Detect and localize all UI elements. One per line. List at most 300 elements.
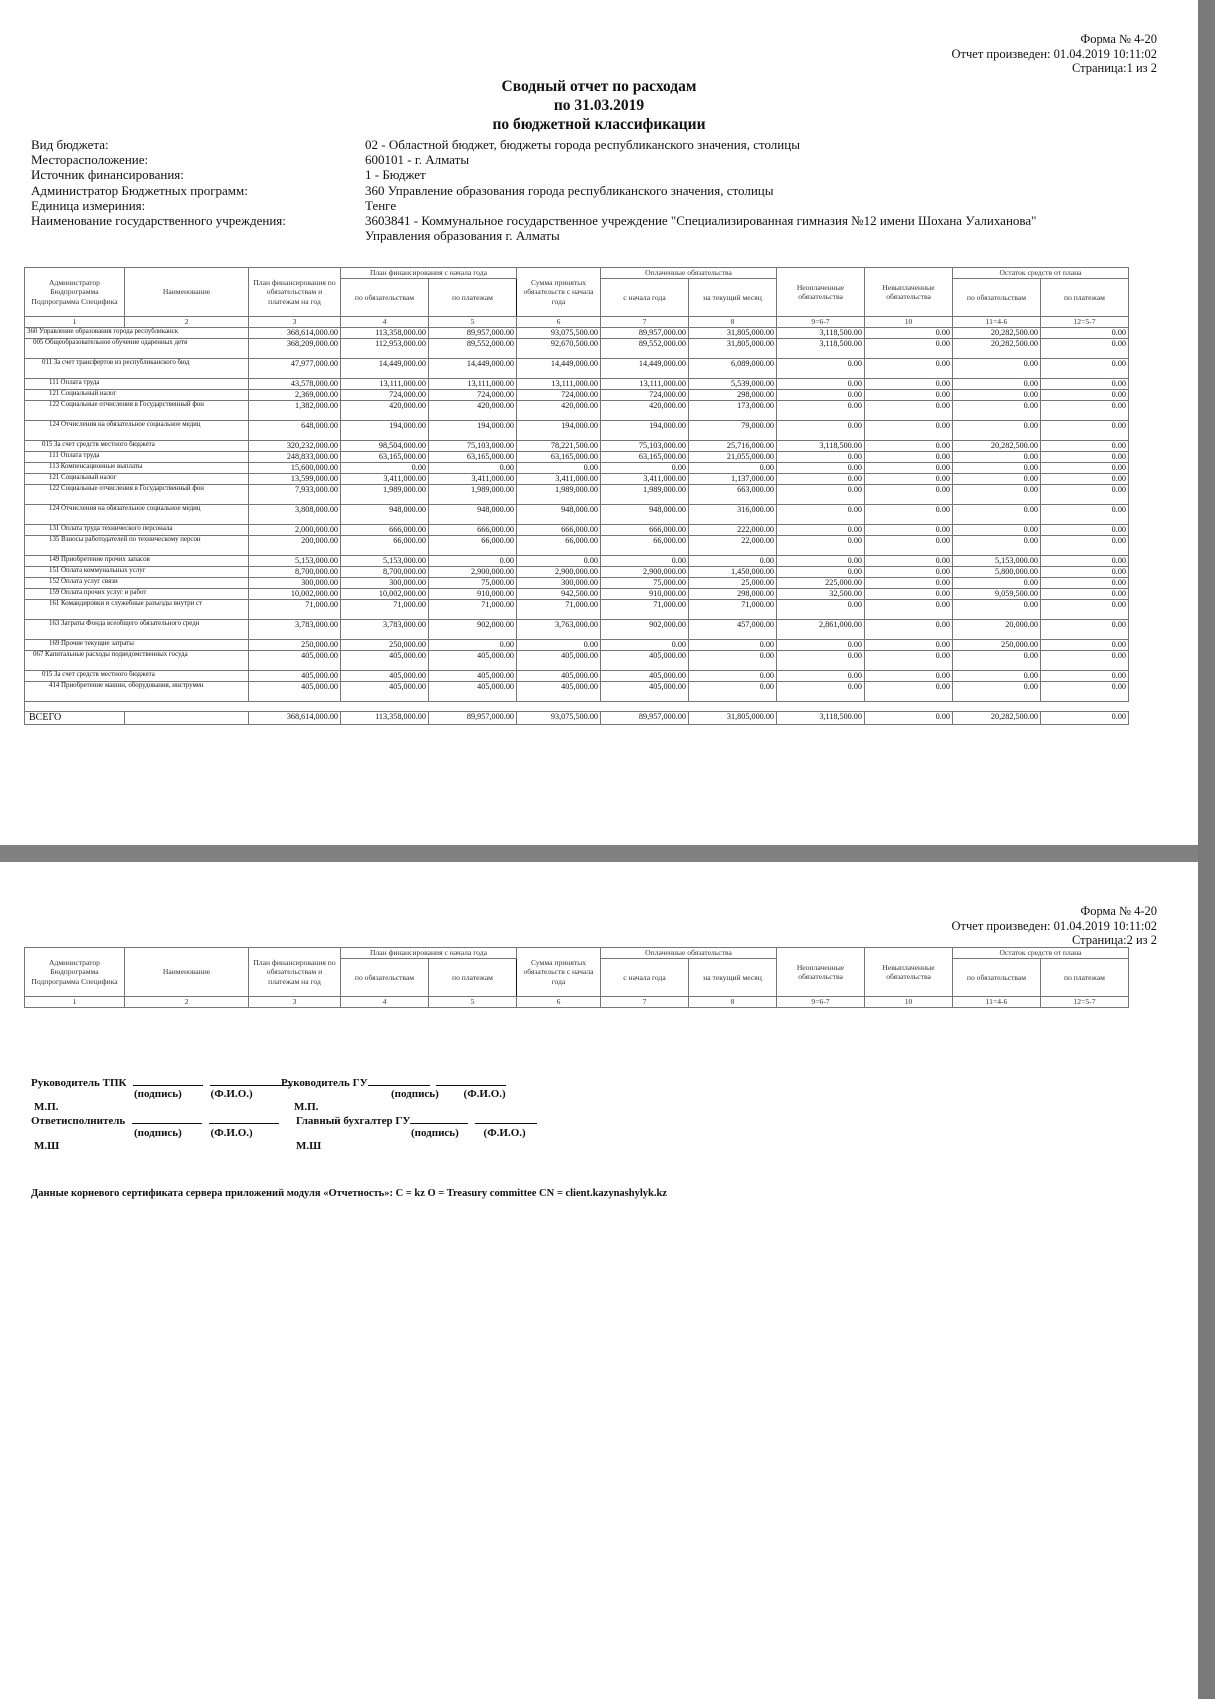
cell-col7: 0.00 bbox=[601, 639, 689, 650]
header-col5: по платежам bbox=[429, 278, 517, 317]
header-col-number: 3 bbox=[249, 317, 341, 328]
row-name: 122 Социальные отчисления в Государственный фон bbox=[25, 400, 249, 420]
table-row bbox=[25, 650, 1129, 670]
table-row bbox=[25, 327, 1129, 338]
cell-col4: 3,783,000.00 bbox=[341, 619, 429, 639]
cell-col3: 1,382,000.00 bbox=[249, 400, 341, 420]
cell-col8: 0.00 bbox=[689, 555, 777, 566]
header-col5: по платежам bbox=[429, 958, 517, 997]
page-header-info-2 bbox=[952, 904, 1158, 948]
cell-col6: 300,000.00 bbox=[517, 577, 601, 588]
cell-col12: 0.00 bbox=[1041, 535, 1129, 555]
row-name: 151 Оплата коммунальных услуг bbox=[25, 566, 249, 577]
cell-col10: 0.00 bbox=[865, 440, 953, 451]
header-group-rest: Остаток средств от плана bbox=[953, 268, 1129, 279]
cell-col4: 250,000.00 bbox=[341, 639, 429, 650]
cell-col5: 724,000.00 bbox=[429, 389, 517, 400]
cell-col11: 0.00 bbox=[953, 577, 1041, 588]
header-col-number: 6 bbox=[517, 317, 601, 328]
cell-col8: 316,000.00 bbox=[689, 504, 777, 524]
cell-col3: 405,000.00 bbox=[249, 650, 341, 670]
cell-col12: 0.00 bbox=[1041, 473, 1129, 484]
cell-col6: 0.00 bbox=[517, 639, 601, 650]
cell-col4: 66,000.00 bbox=[341, 535, 429, 555]
cell-col6: 0.00 bbox=[517, 555, 601, 566]
report-page-1 bbox=[0, 0, 1198, 845]
cell-col5: 194,000.00 bbox=[429, 420, 517, 440]
cell-col9: 0.00 bbox=[777, 389, 865, 400]
cell-col5: 63,165,000.00 bbox=[429, 451, 517, 462]
cell-col8: 79,000.00 bbox=[689, 420, 777, 440]
table-row bbox=[25, 566, 1129, 577]
cell-col4: 112,953,000.00 bbox=[341, 338, 429, 358]
cell-col4: 194,000.00 bbox=[341, 420, 429, 440]
cell-col11: 20,282,500.00 bbox=[953, 338, 1041, 358]
cell-col6: 71,000.00 bbox=[517, 599, 601, 619]
cell-col4: 10,002,000.00 bbox=[341, 588, 429, 599]
cell-col5: 89,957,000.00 bbox=[429, 327, 517, 338]
cell-col10: 0.00 bbox=[865, 358, 953, 378]
cell-col6: 14,449,000.00 bbox=[517, 358, 601, 378]
header-col2: Наименование bbox=[125, 268, 249, 317]
header-col-number: 5 bbox=[429, 317, 517, 328]
cell-col7: 910,000.00 bbox=[601, 588, 689, 599]
cell-col10: 0.00 bbox=[865, 524, 953, 535]
cell-col4: 14,449,000.00 bbox=[341, 358, 429, 378]
cell-col9: 0.00 bbox=[777, 681, 865, 701]
cell-col9: 0.00 bbox=[777, 504, 865, 524]
row-name: 113 Компенсационные выплаты bbox=[25, 462, 249, 473]
header-col9: Неоплаченные обязательства bbox=[777, 948, 865, 997]
table-row bbox=[25, 389, 1129, 400]
header-col-number: 8 bbox=[689, 997, 777, 1008]
cell-col8: 1,450,000.00 bbox=[689, 566, 777, 577]
cell-col8: 25,716,000.00 bbox=[689, 440, 777, 451]
fio-hint: (Ф.И.О.) bbox=[210, 1088, 253, 1100]
cell-col5: 71,000.00 bbox=[429, 599, 517, 619]
table-row bbox=[25, 338, 1129, 358]
meta-label: Источник финансирования: bbox=[31, 167, 184, 183]
cell-col12: 0.00 bbox=[1041, 358, 1129, 378]
meta-value: Управления образования г. Алматы bbox=[365, 228, 560, 244]
cell-col11: 250,000.00 bbox=[953, 639, 1041, 650]
cell-col8: 0.00 bbox=[689, 681, 777, 701]
cell-col9: 0.00 bbox=[777, 639, 865, 650]
cell-col9: 0.00 bbox=[777, 400, 865, 420]
cell-col3: 43,578,000.00 bbox=[249, 378, 341, 389]
title-line-3: по бюджетной классификации bbox=[492, 116, 706, 133]
page-header-info bbox=[952, 32, 1158, 76]
header-col-number: 5 bbox=[429, 997, 517, 1008]
spacer-row bbox=[25, 701, 1129, 711]
table-row bbox=[25, 577, 1129, 588]
cell-col4: 5,153,000.00 bbox=[341, 555, 429, 566]
cell-col4: 666,000.00 bbox=[341, 524, 429, 535]
head-tpk-label: Руководитель ТПК bbox=[31, 1077, 127, 1089]
cell-col7: 71,000.00 bbox=[601, 599, 689, 619]
fio-hint: (Ф.И.О.) bbox=[210, 1127, 253, 1139]
cell-col10: 0.00 bbox=[865, 566, 953, 577]
header-group-paid: Оплаченные обязательства bbox=[601, 948, 777, 959]
cell-col7: 724,000.00 bbox=[601, 389, 689, 400]
total-col5: 89,957,000.00 bbox=[429, 711, 517, 724]
cell-col3: 47,977,000.00 bbox=[249, 358, 341, 378]
header-col3: План финансирования по обязательствам и платежам на год bbox=[249, 268, 341, 317]
cell-col8: 663,000.00 bbox=[689, 484, 777, 504]
cell-col4: 724,000.00 bbox=[341, 389, 429, 400]
cell-col9: 0.00 bbox=[777, 484, 865, 504]
header-col9: Неоплаченные обязательства bbox=[777, 268, 865, 317]
cell-col7: 0.00 bbox=[601, 462, 689, 473]
header-col-number: 1 bbox=[25, 997, 125, 1008]
cell-col11: 5,800,000.00 bbox=[953, 566, 1041, 577]
header-col-number: 1 bbox=[25, 317, 125, 328]
cell-col3: 8,700,000.00 bbox=[249, 566, 341, 577]
cell-col7: 2,900,000.00 bbox=[601, 566, 689, 577]
cell-col11: 0.00 bbox=[953, 484, 1041, 504]
header-group-plan: План финансирования с начала года bbox=[341, 948, 517, 959]
cell-col10: 0.00 bbox=[865, 588, 953, 599]
cell-col9: 0.00 bbox=[777, 358, 865, 378]
header-col-number: 9=6-7 bbox=[777, 997, 865, 1008]
header-col-number: 2 bbox=[125, 997, 249, 1008]
row-name: 360 Управление образования города республиканск bbox=[25, 327, 249, 338]
fio-line bbox=[210, 1075, 292, 1086]
cell-col9: 0.00 bbox=[777, 566, 865, 577]
row-name: 131 Оплата труда технического персонала bbox=[25, 524, 249, 535]
cell-col6: 0.00 bbox=[517, 462, 601, 473]
cell-col7: 13,111,000.00 bbox=[601, 378, 689, 389]
header-col8: на текущий месяц bbox=[689, 278, 777, 317]
cell-col12: 0.00 bbox=[1041, 504, 1129, 524]
cell-col3: 368,209,000.00 bbox=[249, 338, 341, 358]
cell-col6: 92,670,500.00 bbox=[517, 338, 601, 358]
total-col8: 31,805,000.00 bbox=[689, 711, 777, 724]
cell-col6: 3,411,000.00 bbox=[517, 473, 601, 484]
meta-row bbox=[31, 198, 1125, 213]
cell-col10: 0.00 bbox=[865, 473, 953, 484]
table-row bbox=[25, 420, 1129, 440]
header-col-number: 7 bbox=[601, 317, 689, 328]
cell-col6: 948,000.00 bbox=[517, 504, 601, 524]
cell-col5: 66,000.00 bbox=[429, 535, 517, 555]
cell-col12: 0.00 bbox=[1041, 338, 1129, 358]
header-col-number: 9=6-7 bbox=[777, 317, 865, 328]
header-col-number: 12=5-7 bbox=[1041, 997, 1129, 1008]
cell-col3: 368,614,000.00 bbox=[249, 327, 341, 338]
cell-col3: 3,783,000.00 bbox=[249, 619, 341, 639]
cell-col6: 724,000.00 bbox=[517, 389, 601, 400]
cell-col8: 0.00 bbox=[689, 650, 777, 670]
cell-col3: 15,600,000.00 bbox=[249, 462, 341, 473]
cell-col9: 0.00 bbox=[777, 420, 865, 440]
cell-col7: 0.00 bbox=[601, 555, 689, 566]
cell-col4: 113,358,000.00 bbox=[341, 327, 429, 338]
row-name: 011 За счет трансфертов из республиканского бюд bbox=[25, 358, 249, 378]
header-col8: на текущий месяц bbox=[689, 958, 777, 997]
header-group-rest: Остаток средств от плана bbox=[953, 948, 1129, 959]
cell-col10: 0.00 bbox=[865, 389, 953, 400]
cell-col4: 420,000.00 bbox=[341, 400, 429, 420]
cell-col8: 298,000.00 bbox=[689, 588, 777, 599]
meta-row bbox=[31, 213, 1125, 228]
form-number: Форма № 4-20 bbox=[1080, 904, 1157, 918]
meta-row bbox=[31, 137, 1125, 152]
cell-col8: 5,539,000.00 bbox=[689, 378, 777, 389]
cell-col7: 194,000.00 bbox=[601, 420, 689, 440]
total-label: ВСЕГО bbox=[25, 711, 125, 724]
cell-col12: 0.00 bbox=[1041, 639, 1129, 650]
total-col4: 113,358,000.00 bbox=[341, 711, 429, 724]
row-name: 124 Отчисления на обязательное социальное медиц bbox=[25, 504, 249, 524]
cell-col3: 71,000.00 bbox=[249, 599, 341, 619]
cell-col6: 13,111,000.00 bbox=[517, 378, 601, 389]
cell-col6: 1,989,000.00 bbox=[517, 484, 601, 504]
cell-col7: 666,000.00 bbox=[601, 524, 689, 535]
header-group-paid: Оплаченные обязательства bbox=[601, 268, 777, 279]
cell-col11: 20,282,500.00 bbox=[953, 440, 1041, 451]
header-col11: по обязательствам bbox=[953, 958, 1041, 997]
cell-col9: 0.00 bbox=[777, 599, 865, 619]
cell-col7: 405,000.00 bbox=[601, 650, 689, 670]
signature-hint: (подпись) bbox=[391, 1088, 439, 1100]
cell-col6: 405,000.00 bbox=[517, 650, 601, 670]
cell-col7: 948,000.00 bbox=[601, 504, 689, 524]
cell-col10: 0.00 bbox=[865, 400, 953, 420]
signature-hint: (подпись) bbox=[134, 1127, 182, 1139]
executor-label: Ответисполнитель bbox=[31, 1115, 126, 1127]
cell-col10: 0.00 bbox=[865, 462, 953, 473]
cell-col11: 20,000.00 bbox=[953, 619, 1041, 639]
cell-col12: 0.00 bbox=[1041, 650, 1129, 670]
total-col9: 3,118,500.00 bbox=[777, 711, 865, 724]
cell-col7: 66,000.00 bbox=[601, 535, 689, 555]
cell-col4: 405,000.00 bbox=[341, 650, 429, 670]
header-col-number: 4 bbox=[341, 317, 429, 328]
cell-col9: 0.00 bbox=[777, 451, 865, 462]
cell-col12: 0.00 bbox=[1041, 555, 1129, 566]
row-name: 124 Отчисления на обязательное социальное медиц bbox=[25, 420, 249, 440]
total-col6: 93,075,500.00 bbox=[517, 711, 601, 724]
cell-col9: 0.00 bbox=[777, 535, 865, 555]
page-number: Страница:2 из 2 bbox=[1071, 933, 1157, 947]
cell-col5: 13,111,000.00 bbox=[429, 378, 517, 389]
meta-value: 02 - Областной бюджет, бюджеты города республиканского значения, столицы bbox=[365, 137, 800, 152]
total-col12: 0.00 bbox=[1041, 711, 1129, 724]
cell-col9: 0.00 bbox=[777, 670, 865, 681]
cell-col7: 89,957,000.00 bbox=[601, 327, 689, 338]
meta-row bbox=[31, 152, 1125, 167]
header-col2: Наименование bbox=[125, 948, 249, 997]
meta-value: 1 - Бюджет bbox=[365, 167, 426, 183]
signature-line bbox=[410, 1113, 468, 1124]
table-row bbox=[25, 400, 1129, 420]
cell-col8: 6,089,000.00 bbox=[689, 358, 777, 378]
chief-accountant-label: Главный бухгалтер ГУ bbox=[296, 1115, 411, 1127]
cell-col9: 0.00 bbox=[777, 524, 865, 535]
cell-col11: 0.00 bbox=[953, 473, 1041, 484]
cell-col4: 3,411,000.00 bbox=[341, 473, 429, 484]
cell-col11: 0.00 bbox=[953, 681, 1041, 701]
meta-label: Месторасположение: bbox=[31, 152, 149, 168]
cell-col3: 3,808,000.00 bbox=[249, 504, 341, 524]
cell-col10: 0.00 bbox=[865, 420, 953, 440]
row-name: 149 Приобретение прочих запасов bbox=[25, 555, 249, 566]
cell-col7: 420,000.00 bbox=[601, 400, 689, 420]
table-row bbox=[25, 504, 1129, 524]
header-col-number: 8 bbox=[689, 317, 777, 328]
cell-col8: 31,805,000.00 bbox=[689, 338, 777, 358]
header-col6: Сумма принятых обязательств с начала года bbox=[517, 268, 601, 317]
cell-col9: 3,118,500.00 bbox=[777, 440, 865, 451]
header-col4: по обязательствам bbox=[341, 278, 429, 317]
report-page-2 bbox=[0, 862, 1198, 1699]
cell-col4: 405,000.00 bbox=[341, 670, 429, 681]
cell-col6: 194,000.00 bbox=[517, 420, 601, 440]
cell-col7: 14,449,000.00 bbox=[601, 358, 689, 378]
header-col-number: 2 bbox=[125, 317, 249, 328]
cell-col6: 93,075,500.00 bbox=[517, 327, 601, 338]
header-col-number: 7 bbox=[601, 997, 689, 1008]
cell-col11: 0.00 bbox=[953, 535, 1041, 555]
header-col3: План финансирования по обязательствам и платежам на год bbox=[249, 948, 341, 997]
cell-col11: 0.00 bbox=[953, 504, 1041, 524]
cell-col5: 666,000.00 bbox=[429, 524, 517, 535]
cell-col5: 89,552,000.00 bbox=[429, 338, 517, 358]
cell-col11: 0.00 bbox=[953, 389, 1041, 400]
cell-col5: 0.00 bbox=[429, 462, 517, 473]
table-row bbox=[25, 588, 1129, 599]
cell-col3: 13,599,000.00 bbox=[249, 473, 341, 484]
cell-col3: 248,833,000.00 bbox=[249, 451, 341, 462]
cell-col3: 320,232,000.00 bbox=[249, 440, 341, 451]
vertical-scrollbar[interactable] bbox=[1198, 0, 1215, 1699]
cell-col8: 25,000.00 bbox=[689, 577, 777, 588]
cell-col6: 666,000.00 bbox=[517, 524, 601, 535]
fio-line bbox=[436, 1075, 506, 1086]
header-col-number: 10 bbox=[865, 997, 953, 1008]
cell-col7: 75,000.00 bbox=[601, 577, 689, 588]
cell-col3: 2,369,000.00 bbox=[249, 389, 341, 400]
cell-col11: 5,153,000.00 bbox=[953, 555, 1041, 566]
meta-row bbox=[31, 228, 1125, 243]
cell-col7: 3,411,000.00 bbox=[601, 473, 689, 484]
row-name: 121 Социальный налог bbox=[25, 389, 249, 400]
cell-col11: 0.00 bbox=[953, 462, 1041, 473]
cell-col9: 0.00 bbox=[777, 378, 865, 389]
cell-col5: 405,000.00 bbox=[429, 650, 517, 670]
cell-col3: 200,000.00 bbox=[249, 535, 341, 555]
cell-col4: 63,165,000.00 bbox=[341, 451, 429, 462]
cell-col5: 405,000.00 bbox=[429, 681, 517, 701]
report-title bbox=[0, 77, 1198, 134]
fio-line bbox=[209, 1113, 279, 1124]
cell-col12: 0.00 bbox=[1041, 378, 1129, 389]
cell-col5: 3,411,000.00 bbox=[429, 473, 517, 484]
stamp-msh: М.Ш bbox=[296, 1140, 322, 1152]
form-number: Форма № 4-20 bbox=[1080, 32, 1157, 46]
cell-col5: 0.00 bbox=[429, 639, 517, 650]
cell-col8: 31,805,000.00 bbox=[689, 327, 777, 338]
total-col7: 89,957,000.00 bbox=[601, 711, 689, 724]
header-col-number: 12=5-7 bbox=[1041, 317, 1129, 328]
report-meta bbox=[31, 137, 1125, 243]
table-row bbox=[25, 358, 1129, 378]
cell-col11: 0.00 bbox=[953, 650, 1041, 670]
cell-col12: 0.00 bbox=[1041, 462, 1129, 473]
cell-col3: 250,000.00 bbox=[249, 639, 341, 650]
cell-col11: 0.00 bbox=[953, 378, 1041, 389]
header-col10: Невыплаченные обязательства bbox=[865, 948, 953, 997]
row-name: 135 Взносы работодателей по техническому персон bbox=[25, 535, 249, 555]
cell-col9: 225,000.00 bbox=[777, 577, 865, 588]
cell-col5: 910,000.00 bbox=[429, 588, 517, 599]
cell-col5: 14,449,000.00 bbox=[429, 358, 517, 378]
cell-col10: 0.00 bbox=[865, 504, 953, 524]
meta-row bbox=[31, 167, 1125, 182]
table-row bbox=[25, 451, 1129, 462]
signature-line bbox=[368, 1075, 430, 1086]
cell-col10: 0.00 bbox=[865, 451, 953, 462]
cell-col6: 405,000.00 bbox=[517, 670, 601, 681]
cell-col8: 71,000.00 bbox=[689, 599, 777, 619]
cell-col9: 2,861,000.00 bbox=[777, 619, 865, 639]
table-row bbox=[25, 535, 1129, 555]
cell-col9: 0.00 bbox=[777, 555, 865, 566]
cell-col5: 75,103,000.00 bbox=[429, 440, 517, 451]
cell-col11: 0.00 bbox=[953, 670, 1041, 681]
header-col-number: 11=4-6 bbox=[953, 317, 1041, 328]
stamp-mp: М.П. bbox=[34, 1101, 59, 1113]
header-col12: по платежам bbox=[1041, 278, 1129, 317]
signature-hint: (подпись) bbox=[134, 1088, 182, 1100]
cell-col10: 0.00 bbox=[865, 619, 953, 639]
cell-col4: 300,000.00 bbox=[341, 577, 429, 588]
cell-col10: 0.00 bbox=[865, 681, 953, 701]
total-col10: 0.00 bbox=[865, 711, 953, 724]
cell-col7: 405,000.00 bbox=[601, 681, 689, 701]
cell-col12: 0.00 bbox=[1041, 420, 1129, 440]
header-col-number: 4 bbox=[341, 997, 429, 1008]
table-row bbox=[25, 473, 1129, 484]
cell-col11: 20,282,500.00 bbox=[953, 327, 1041, 338]
cell-col5: 1,989,000.00 bbox=[429, 484, 517, 504]
header-col-number: 10 bbox=[865, 317, 953, 328]
cell-col12: 0.00 bbox=[1041, 400, 1129, 420]
row-name: 163 Затраты Фонда всеобщего обязательного средн bbox=[25, 619, 249, 639]
header-col1: Администратор Бюдпрограмма Подпрограмма Специфика bbox=[25, 948, 125, 997]
cell-col4: 8,700,000.00 bbox=[341, 566, 429, 577]
cell-col7: 405,000.00 bbox=[601, 670, 689, 681]
total-col11: 20,282,500.00 bbox=[953, 711, 1041, 724]
row-name: 005 Общеобразовательное обучение одаренных детя bbox=[25, 338, 249, 358]
table-row bbox=[25, 440, 1129, 451]
header-col7: с начала года bbox=[601, 958, 689, 997]
cell-col6: 420,000.00 bbox=[517, 400, 601, 420]
cell-col10: 0.00 bbox=[865, 555, 953, 566]
cell-col7: 902,000.00 bbox=[601, 619, 689, 639]
cell-col3: 300,000.00 bbox=[249, 577, 341, 588]
table-row bbox=[25, 619, 1129, 639]
page-separator bbox=[0, 845, 1198, 862]
cell-col3: 2,000,000.00 bbox=[249, 524, 341, 535]
cell-col9: 0.00 bbox=[777, 462, 865, 473]
header-col7: с начала года bbox=[601, 278, 689, 317]
total-col3: 368,614,000.00 bbox=[249, 711, 341, 724]
row-name: 169 Прочие текущие затраты bbox=[25, 639, 249, 650]
page-number: Страница:1 из 2 bbox=[1071, 61, 1157, 75]
cell-col9: 3,118,500.00 bbox=[777, 327, 865, 338]
